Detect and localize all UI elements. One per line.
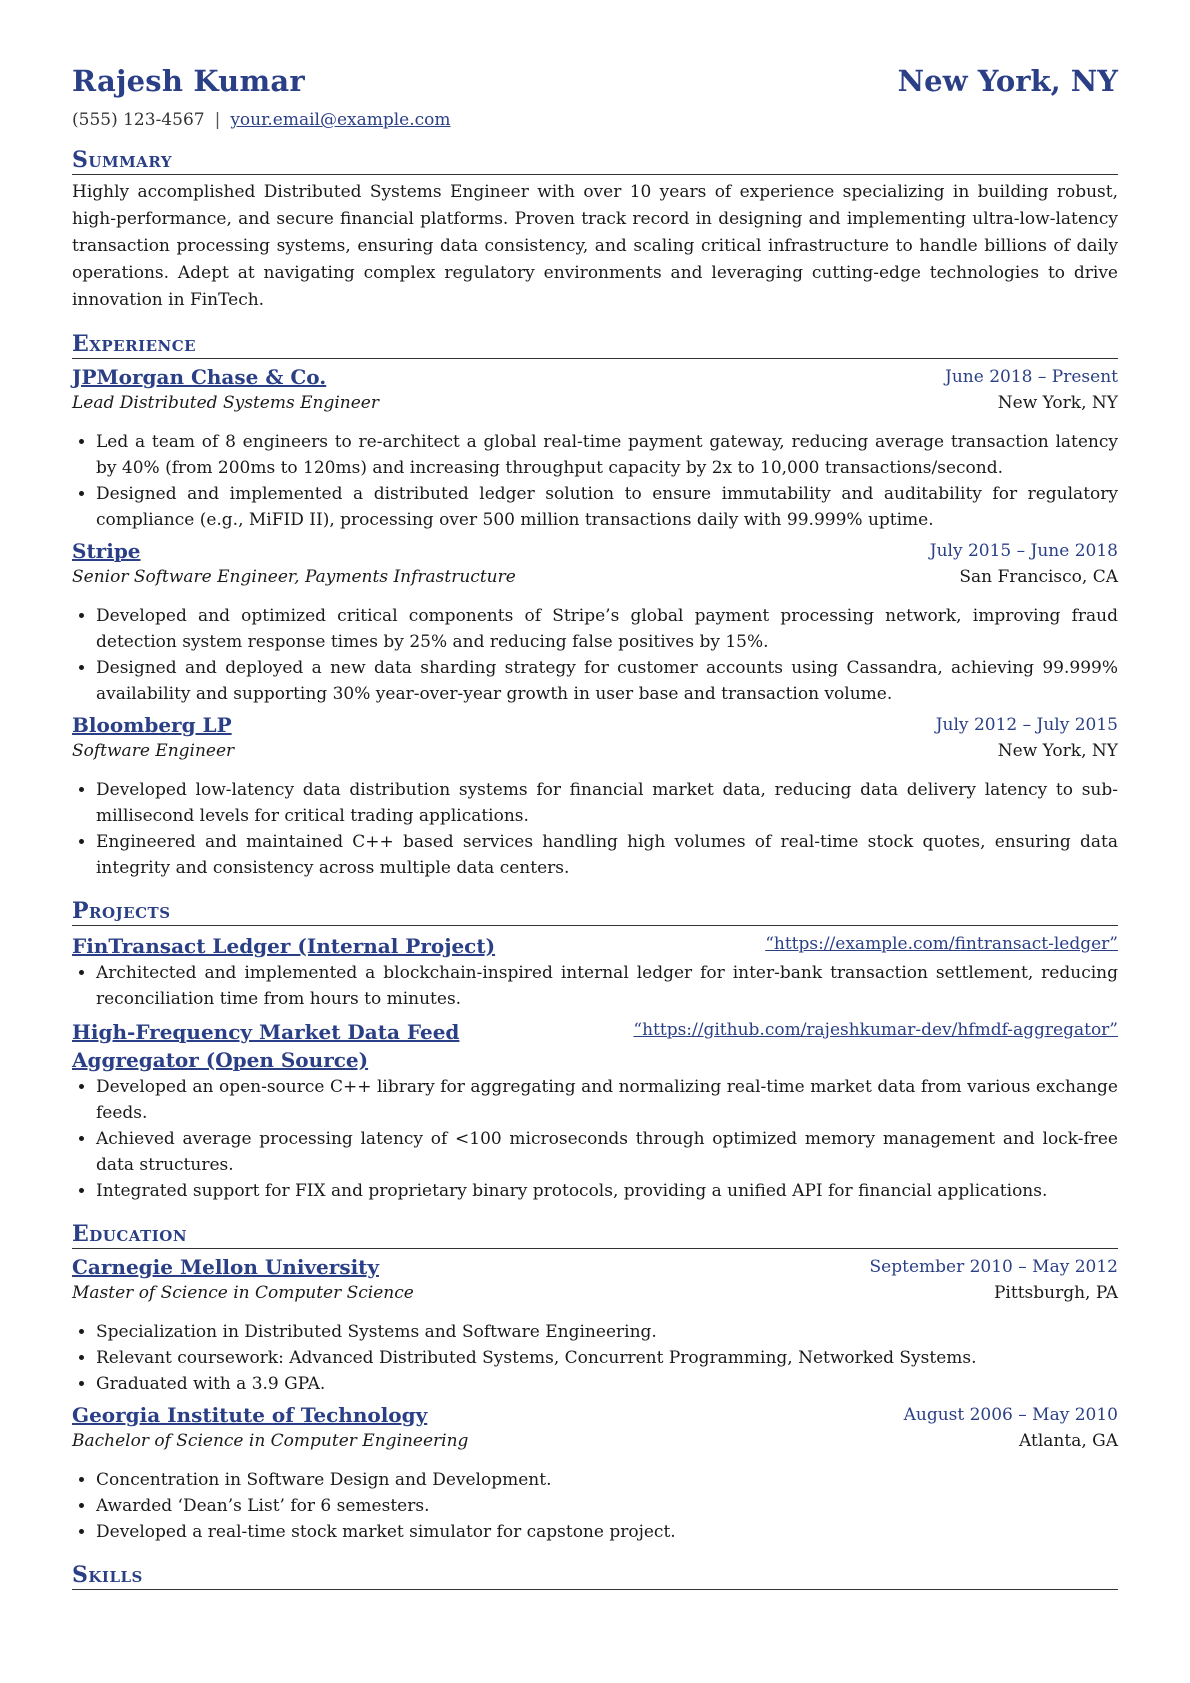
list-item: • Led a team of 8 engineers to re-architect a global real-time payment gateway, reducing average transaction latency by 40% (from 200ms to 120ms) and increasing throughput capacity by 2x to 10,000 transactions/second. <box>96 429 1118 481</box>
job-title: Software Engineer <box>72 741 235 761</box>
list-item: • Specialization in Distributed Systems and Software Engineering. <box>96 1319 1118 1345</box>
school-name[interactable]: Carnegie Mellon University <box>72 1255 380 1279</box>
experience-entry <box>72 539 1118 707</box>
section-title-education: Education <box>72 1220 1118 1249</box>
list-item: • Developed low-latency data distribution systems for financial market data, reducing data delivery latency to sub-millisecond levels for critical trading applications. <box>96 777 1118 829</box>
list-item: • Developed an open-source C++ library for aggregating and normalizing real-time market data from various exchange feeds. <box>96 1074 1118 1126</box>
job-title: Senior Software Engineer, Payments Infrastructure <box>72 567 516 587</box>
company-name[interactable]: Stripe <box>72 539 141 563</box>
education-details <box>72 1467 1118 1545</box>
company-name[interactable]: Bloomberg LP <box>72 713 232 737</box>
list-item: • Architected and implemented a blockchain-inspired internal ledger for inter-bank transaction settlement, reducing reconciliation time from hours to minutes. <box>96 960 1118 1012</box>
employment-dates: July 2012 – July 2015 <box>935 715 1118 735</box>
project-link[interactable]: “https://example.com/fintransact-ledger” <box>765 934 1118 954</box>
list-item: • Achieved average processing latency of <100 microseconds through optimized memory management and lock-free data structures. <box>96 1126 1118 1178</box>
project-name[interactable]: High-Frequency Market Data Feed Aggregator (Open Source) <box>72 1020 460 1072</box>
education-details <box>72 1319 1118 1397</box>
school-name[interactable]: Georgia Institute of Technology <box>72 1403 428 1427</box>
degree: Master of Science in Computer Science <box>72 1283 414 1303</box>
section-title-experience: Experience <box>72 330 1118 359</box>
section-title-projects: Projects <box>72 897 1118 926</box>
job-location: New York, NY <box>997 393 1118 413</box>
project-details <box>72 960 1118 1012</box>
school-location: Pittsburgh, PA <box>993 1283 1118 1303</box>
summary-text: Highly accomplished Distributed Systems Engineer with over 10 years of experience specializing in building robust, high-performance, and secure financial platforms. Proven track record in designing and implementing ultra-low-latency transaction processing systems, ensuring data consistency, and scaling critical infrastructure to handle billions of daily operations. Adept at navigating complex regulatory environments and leveraging cutting-edge technologies to drive innovation in FinTech. <box>72 182 1118 310</box>
resume-content <box>72 0 1118 1590</box>
candidate-name: Rajesh Kumar <box>72 64 305 98</box>
email-link[interactable]: your.email@example.com <box>230 110 451 130</box>
candidate-location: New York, NY <box>897 64 1118 98</box>
list-item: • Designed and deployed a new data sharding strategy for customer accounts using Cassandra, achieving 99.999% availability and supporting 30% year-over-year growth in user base and transaction volume. <box>96 655 1118 707</box>
project-entry <box>72 1018 1118 1204</box>
project-entry <box>72 932 1118 1012</box>
project-details <box>72 1074 1118 1204</box>
school-location: Atlanta, GA <box>1019 1431 1118 1451</box>
list-item: • Awarded ‘Dean’s List’ for 6 semesters. <box>96 1493 1118 1519</box>
contact-line <box>72 110 1118 130</box>
list-item: • Integrated support for FIX and proprietary binary protocols, providing a unified API for financial applications. <box>96 1178 1118 1204</box>
list-item: • Engineered and maintained C++ based services handling high volumes of real-time stock quotes, ensuring data integrity and consistency across multiple data centers. <box>96 829 1118 881</box>
header <box>72 64 1118 102</box>
contact-separator: | <box>214 110 221 130</box>
list-item: • Relevant coursework: Advanced Distributed Systems, Concurrent Programming, Networked Systems. <box>96 1345 1118 1371</box>
list-item: • Designed and implemented a distributed ledger solution to ensure immutability and auditability for regulatory compliance (e.g., MiFID II), processing over 500 million transactions daily with 99.999% uptime. <box>96 481 1118 533</box>
achievement-list <box>72 603 1118 707</box>
company-name[interactable]: JPMorgan Chase & Co. <box>72 365 327 389</box>
list-item: • Graduated with a 3.9 GPA. <box>96 1371 1118 1397</box>
study-dates: September 2010 – May 2012 <box>869 1257 1118 1277</box>
list-item: • Developed a real-time stock market simulator for capstone project. <box>96 1519 1118 1545</box>
job-location: New York, NY <box>997 741 1118 761</box>
achievement-list <box>72 777 1118 881</box>
phone-number: (555) 123-4567 <box>72 110 205 130</box>
project-link[interactable]: “https://github.com/rajeshkumar-dev/hfmdf-aggregator” <box>633 1020 1118 1040</box>
experience-entry <box>72 365 1118 533</box>
achievement-list <box>72 429 1118 533</box>
project-name[interactable]: FinTransact Ledger (Internal Project) <box>72 934 496 958</box>
section-title-summary: Summary <box>72 146 1118 175</box>
degree: Bachelor of Science in Computer Engineering <box>72 1431 469 1451</box>
section-title-skills: Skills <box>72 1561 1118 1590</box>
job-location: San Francisco, CA <box>959 567 1118 587</box>
education-entry <box>72 1403 1118 1545</box>
experience-entry <box>72 713 1118 881</box>
list-item: • Developed and optimized critical components of Stripe’s global payment processing network, improving fraud detection system response times by 25% and reducing false positives by 15%. <box>96 603 1118 655</box>
education-entry <box>72 1255 1118 1397</box>
job-title: Lead Distributed Systems Engineer <box>72 393 379 413</box>
employment-dates: June 2018 – Present <box>945 367 1118 387</box>
list-item: • Concentration in Software Design and Development. <box>96 1467 1118 1493</box>
study-dates: August 2006 – May 2010 <box>903 1405 1118 1425</box>
employment-dates: July 2015 – June 2018 <box>929 541 1118 561</box>
